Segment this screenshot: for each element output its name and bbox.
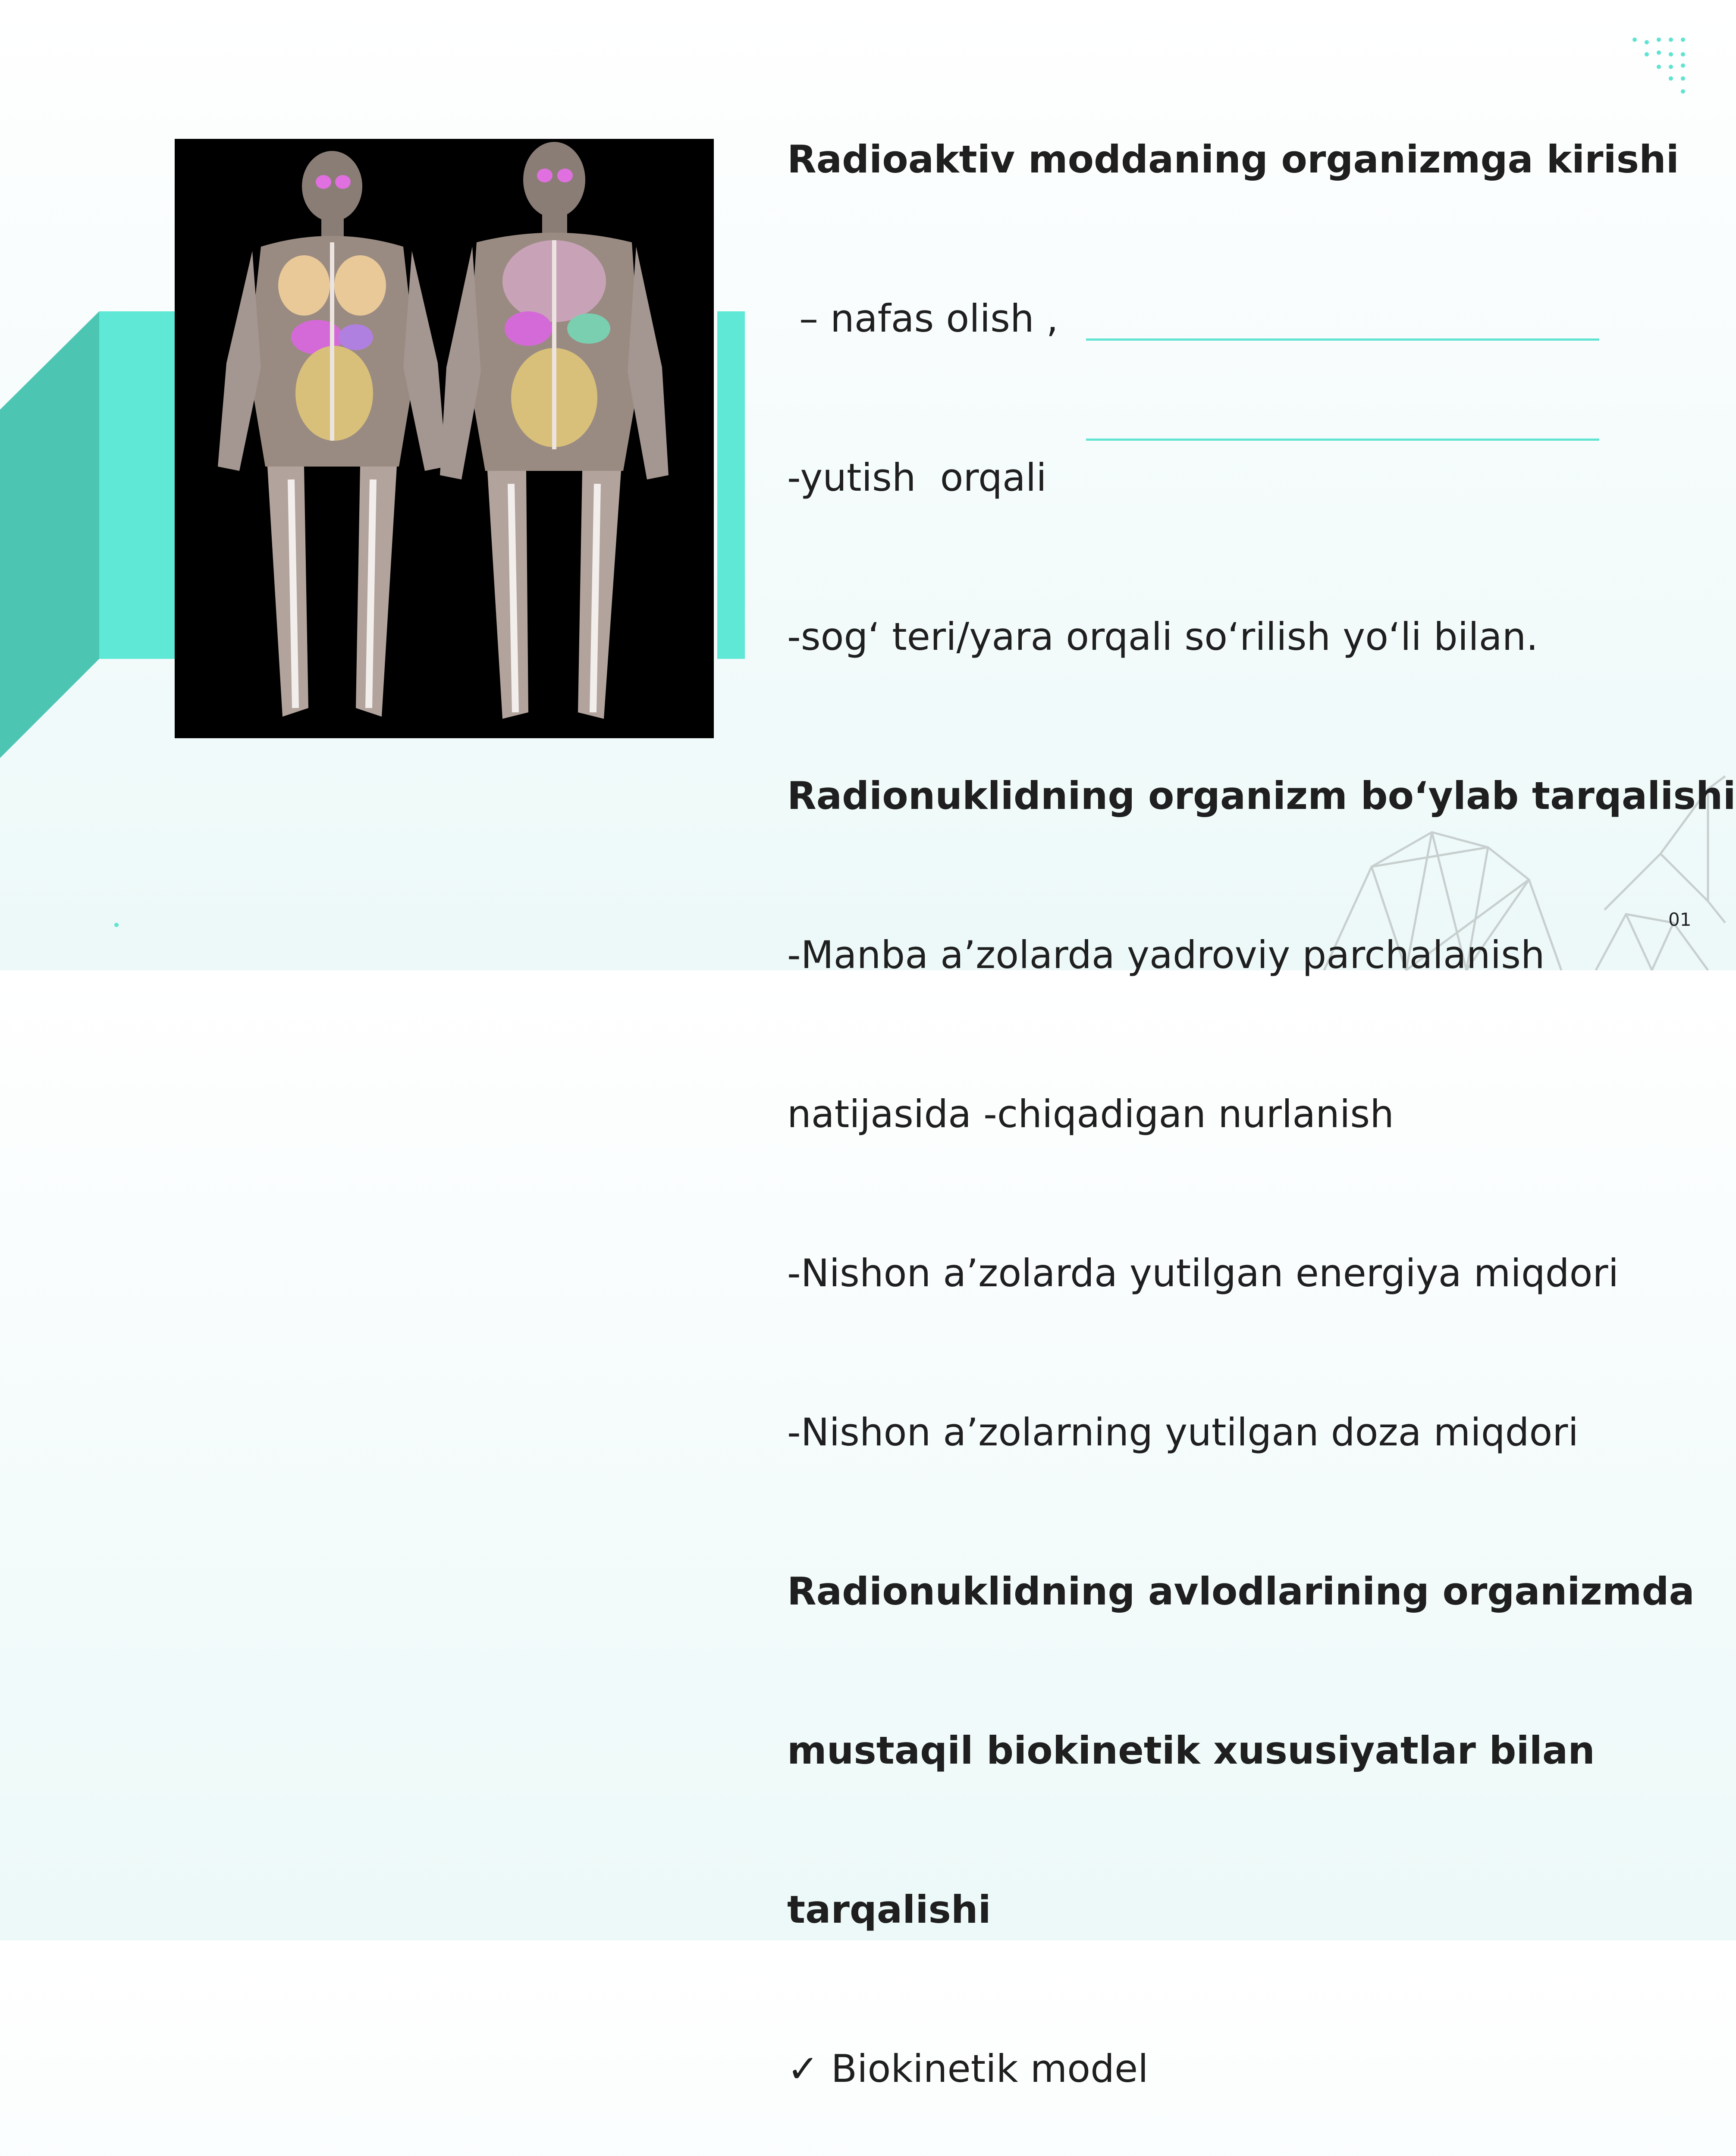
heading-progeny: Radionuklidning avlodlarining organizmda — [787, 1569, 1695, 1614]
accent-underline — [1086, 338, 1599, 341]
text-line: natijasida -chiqadigan nurlanish — [787, 1092, 1394, 1136]
accent-underline — [1086, 439, 1599, 441]
text-line: – nafas olish , — [787, 296, 1058, 341]
page-number: 01 — [1668, 909, 1692, 930]
text-line: -Manba a’zolarda yadroviy parchalanish — [787, 933, 1545, 977]
heading-progeny-cont: mustaqil biokinetik xususiyatlar bilan — [787, 1728, 1595, 1773]
body-scan-image — [175, 139, 714, 738]
text-line: -Nishon a’zolarda yutilgan energiya miqdori — [787, 1251, 1619, 1295]
slide-text — [787, 27, 1736, 2156]
text-line: -sog‘ teri/yara orqali so‘rilish yo‘li bilan. — [787, 614, 1538, 659]
heading-intake: Radioaktiv moddaning organizmga kirishi — [787, 137, 1679, 182]
text-line: -yutish orqali — [787, 455, 1047, 500]
heading-distribution: Radionuklidning organizm bo‘ylab tarqalishi — [787, 774, 1736, 818]
heading-progeny-cont: tarqalishi — [787, 1887, 991, 1932]
checklist-item: ✓ Biokinetik model — [787, 2046, 1149, 2091]
text-line: -Nishon a’zolarning yutilgan doza miqdori — [787, 1410, 1579, 1454]
